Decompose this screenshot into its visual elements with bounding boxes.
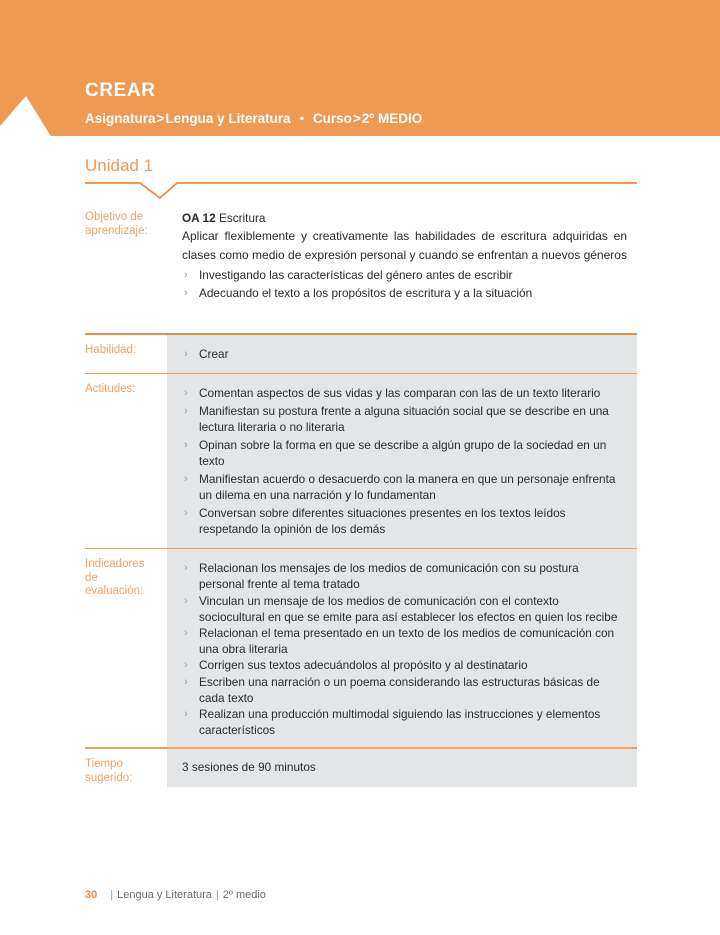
oa-topic: Escritura	[218, 211, 266, 225]
footer-subject: Lengua y Literatura	[117, 889, 212, 901]
chevron-right-icon: ›	[184, 659, 188, 672]
chevron-right-icon: ›	[184, 708, 188, 721]
body-indicadores-de-evaluacion	[167, 549, 637, 747]
label-indicadores-de-evaluacion	[85, 549, 167, 599]
page-footer	[85, 890, 266, 901]
label-line-2: sugerido:	[85, 771, 133, 784]
body-habilidad	[167, 335, 637, 373]
row-tiempo-sugerido	[85, 749, 637, 787]
list-item	[182, 346, 627, 363]
chevron-right-icon: ›	[184, 404, 188, 417]
list-item-text: Crear	[199, 347, 229, 361]
chevron-right-icon: ›	[184, 438, 188, 451]
list-item	[182, 505, 627, 538]
label-line-2: aprendizaje:	[85, 224, 148, 237]
list-item-text: Comentan aspectos de sus vidas y las comparan con las de un texto literario	[199, 386, 601, 401]
list-item	[182, 385, 627, 402]
list-item-text: Opinan sobre la forma en que se describe a algún grupo de la sociedad en un texto	[199, 437, 607, 469]
body-actitudes	[167, 374, 637, 548]
chevron-right-icon: ›	[184, 594, 188, 607]
label-line-3: evaluación:	[85, 585, 144, 598]
label-tiempo-sugerido	[85, 749, 167, 785]
body-tiempo-sugerido	[167, 749, 637, 787]
list-item-text: Manifiestan acuerdo o desacuerdo con la manera en que un personaje enfrenta un dilema en una narración y lo fundamentan	[199, 471, 616, 503]
oa-heading	[182, 210, 627, 226]
footer-separator-1: |	[110, 889, 114, 901]
footer-separator-2: |	[215, 889, 219, 901]
list-item	[182, 437, 627, 470]
subject-label: Asignatura	[85, 111, 156, 126]
chevron-right-icon: ›	[184, 627, 188, 639]
subject-value: Lengua y Literatura	[165, 111, 291, 126]
list-item-text: Adecuando el texto a los propósitos de escritura y a la situación	[199, 285, 533, 300]
list-item-text: Relacionan los mensajes de los medios de comunicación con su postura personal frente al tema tratado	[199, 561, 579, 592]
label-habilidad	[85, 335, 167, 358]
label-line-2: de	[85, 571, 98, 584]
course-chevron-icon: >	[352, 111, 361, 126]
list-item-text: Conversan sobre diferentes situaciones presentes en los textos leídos respetando la opinión de los demás	[199, 505, 566, 537]
label-actitudes	[85, 374, 167, 397]
list-item	[182, 625, 627, 657]
label-line-1: Objetivo de	[85, 211, 144, 223]
list-item-text: Manifiestan su postura frente a alguna situación social que se describe en una lectura literaria o no literaria	[199, 403, 609, 435]
course-label: Curso	[312, 111, 352, 126]
chevron-right-icon: ›	[184, 675, 188, 688]
list-item-text: Corrigen sus textos adecuándolos al propósito y al destinatario	[199, 658, 528, 673]
list-item	[182, 593, 627, 625]
label-line-1: Indicadores	[85, 558, 145, 571]
list-item	[182, 706, 627, 738]
chevron-right-icon: ›	[184, 506, 188, 519]
chevron-right-icon: ›	[184, 562, 188, 575]
unit-rule-with-notch	[85, 178, 637, 202]
list-item-text: Investigando las características del género antes de escribir	[199, 268, 513, 282]
list-item-text: Escriben una narración o un poema considerando las estructuras básicas de cada texto	[199, 674, 600, 705]
list-item	[182, 285, 627, 302]
chevron-right-icon: ›	[184, 472, 188, 485]
tiempo-sugerido-value: 3 sesiones de 90 minutos	[182, 760, 316, 775]
chevron-right-icon: ›	[184, 348, 188, 360]
row-objetivo-de-aprendizaje	[85, 202, 637, 311]
indicadores-bullet-list	[182, 560, 627, 738]
row-indicadores-de-evaluacion	[85, 549, 637, 747]
header-breadcrumb	[85, 112, 422, 126]
unit-title: Unidad 1	[85, 156, 154, 175]
row-actitudes	[85, 374, 637, 548]
list-item	[182, 267, 627, 284]
label-objetivo-de-aprendizaje	[85, 202, 167, 238]
course-value: 2º MEDIO	[361, 111, 423, 126]
label-line-1: Habilidad:	[85, 344, 137, 356]
chevron-right-icon: ›	[184, 387, 188, 400]
oa-code: OA 12	[182, 211, 216, 225]
footer-page-number: 30	[85, 889, 98, 901]
chevron-right-icon: ›	[184, 269, 188, 281]
list-item-text: Vinculan un mensaje de los medios de comunicación con el contexto sociocultural en que se emite para así establecer los efectos en quien los recibe	[199, 593, 618, 624]
list-item	[182, 657, 627, 673]
list-item-text: Relacionan el tema presentado en un texto de los medios de comunicación con una obra literaria	[199, 626, 615, 657]
breadcrumb-separator-dot-icon: •	[299, 111, 304, 125]
spacer-after-objetivo	[85, 311, 637, 333]
footer-level: 2º medio	[222, 889, 266, 901]
content-table	[85, 202, 637, 787]
list-item-text: Realizan una producción multimodal siguiendo las instrucciones y elementos característicos	[199, 707, 601, 738]
list-item	[182, 560, 627, 592]
list-item	[182, 471, 627, 504]
list-item	[182, 403, 627, 436]
page-title: CREAR	[85, 80, 156, 101]
body-objetivo-de-aprendizaje	[167, 202, 637, 311]
label-line-1: Tiempo	[85, 758, 123, 771]
row-habilidad	[85, 335, 637, 373]
list-item	[182, 674, 627, 706]
habilidad-bullet-list	[182, 346, 627, 363]
objetivo-bullet-list	[182, 267, 627, 301]
subject-chevron-icon: >	[156, 111, 165, 126]
label-line-1: Actitudes:	[85, 383, 136, 396]
oa-paragraph: Aplicar flexiblemente y creativamente las habilidades de escritura adquiridas en clases como medio de expresión personal y cuando se enfrentan a nuevos géneros	[182, 229, 627, 262]
actitudes-bullet-list	[182, 385, 627, 538]
chevron-right-icon: ›	[184, 286, 188, 299]
